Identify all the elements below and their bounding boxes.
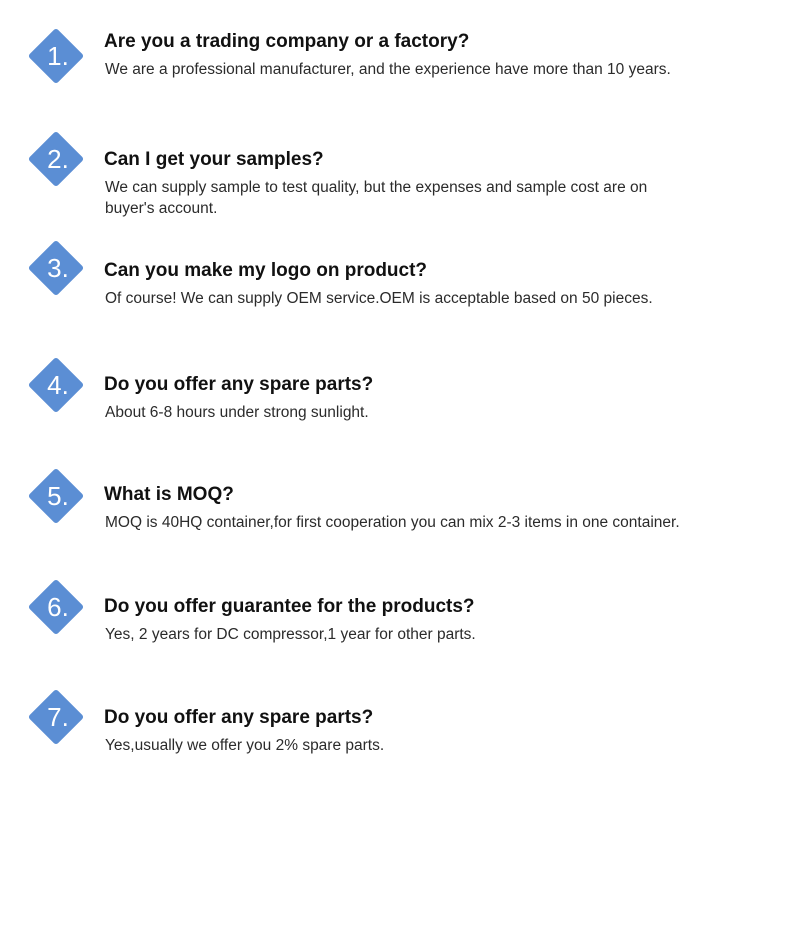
faq-answer: Yes,usually we offer you 2% spare parts.	[105, 737, 385, 754]
faq-answer: MOQ is 40HQ container,for first cooperation you can mix 2-3 items in one container.	[105, 514, 680, 531]
faq-question: Do you offer any spare parts?	[104, 374, 374, 395]
badge-number: 7.	[47, 702, 69, 732]
faq-answer: Yes, 2 years for DC compressor,1 year for other parts.	[105, 626, 476, 643]
faq-question: What is MOQ?	[104, 484, 234, 505]
badge-number: 2.	[47, 144, 69, 174]
faq-question: Are you a trading company or a factory?	[104, 31, 470, 52]
faq-answer: We can supply sample to test quality, but the expenses and sample cost are on buyer's account.	[105, 179, 648, 217]
badge-number: 1.	[47, 41, 69, 71]
faq-question: Can you make my logo on product?	[104, 260, 428, 281]
faq-answer: Of course! We can supply OEM service.OEM is acceptable based on 50 pieces.	[105, 290, 653, 307]
badge-number: 4.	[47, 370, 69, 400]
badge-number: 6.	[47, 592, 69, 622]
faq-question: Can I get your samples?	[104, 149, 324, 170]
badge-number: 3.	[47, 253, 69, 283]
badge-number: 5.	[47, 481, 69, 511]
faq-question: Do you offer guarantee for the products?	[104, 596, 475, 617]
faq-question: Do you offer any spare parts?	[104, 707, 374, 728]
faq-answer: We are a professional manufacturer, and the experience have more than 10 years.	[105, 61, 671, 78]
faq-answer: About 6-8 hours under strong sunlight.	[105, 404, 369, 421]
